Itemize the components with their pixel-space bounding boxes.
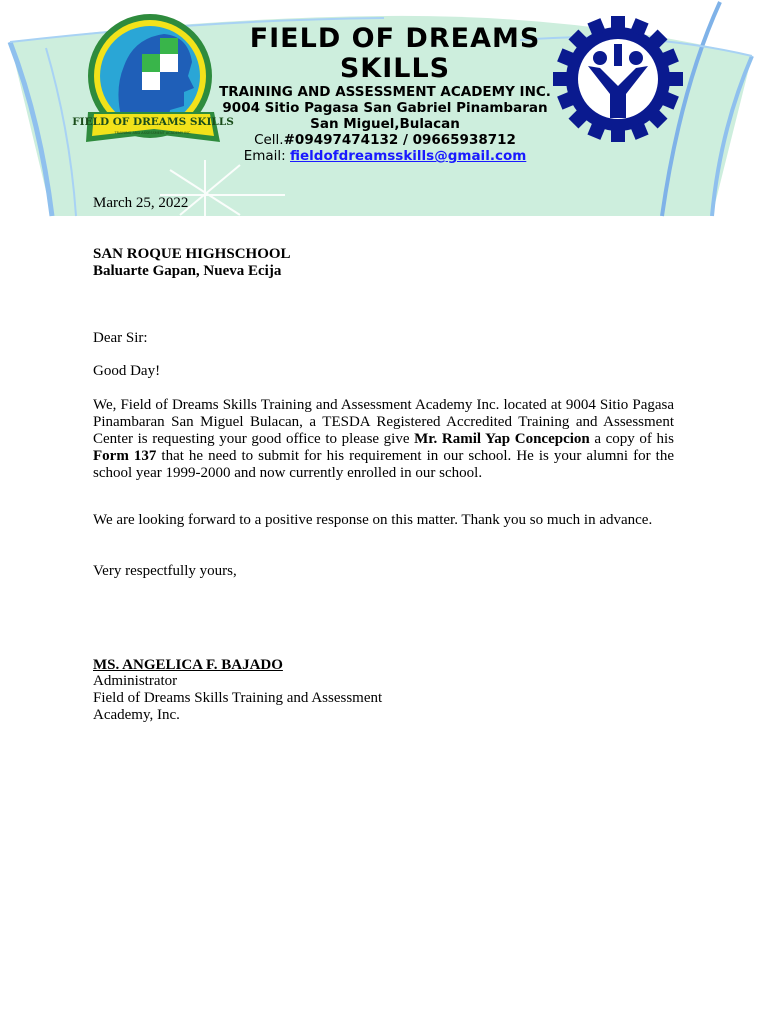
address-line-1: 9004 Sitio Pagasa San Gabriel Pinambaran <box>222 100 548 116</box>
greeting: Good Day! <box>93 363 161 379</box>
body1-part1: We, Field of Dreams Skills Training and Assessment Academy Inc. located at 9004 Sitio Pagasa Pinambaran San Miguel Bulacan, a TESDA Registered Accredited Training and Assessment Center is requesting your good office to please give <box>93 397 674 447</box>
body1-part2: a copy of his <box>589 431 674 447</box>
email-link[interactable]: fieldofdreamsskills@gmail.com <box>290 148 527 164</box>
company-subtitle: TRAINING AND ASSESSMENT ACADEMY INC. <box>219 84 551 100</box>
closing: Very respectfully yours, <box>93 563 237 579</box>
signatory-org-line-1: Field of Dreams Skills Training and Assessment <box>93 690 383 706</box>
letter-date: March 25, 2022 <box>93 195 189 211</box>
body-paragraph-1 <box>93 397 674 482</box>
student-name: Mr. Ramil Yap Concepcion <box>414 431 590 447</box>
logo-small-text: TRAINING AND ASSESSMENT ACADEMY INC. <box>114 131 192 135</box>
logo-banner-text: FIELD OF DREAMS SKILLS <box>72 116 234 128</box>
body1-part3: that he need to submit for his requirement in our school. He is your alumni for the school year 1999-2000 and now currently enrolled in our school. <box>93 448 674 481</box>
letterhead <box>0 0 768 218</box>
tesda-logo <box>550 14 686 144</box>
cell-label: Cell. <box>254 132 284 148</box>
email-line <box>200 148 570 164</box>
signatory-name: MS. ANGELICA F. BAJADO <box>93 657 283 673</box>
form-name: Form 137 <box>93 448 157 464</box>
cell-numbers <box>200 132 570 148</box>
company-title: FIELD OF DREAMS SKILLS <box>249 23 541 84</box>
signatory-org-line-2: Academy, Inc. <box>93 707 180 723</box>
cell-value: #09497474132 / 09665938712 <box>283 132 516 148</box>
body-paragraph-2: We are looking forward to a positive response on this matter. Thank you so much in advance. <box>93 512 653 528</box>
signatory-title: Administrator <box>93 673 178 689</box>
address-line-2: San Miguel,Bulacan <box>310 116 460 132</box>
letterhead-text <box>200 24 570 164</box>
salutation: Dear Sir: <box>93 330 148 346</box>
recipient-name: SAN ROQUE HIGHSCHOOL <box>93 246 291 262</box>
email-label: Email: <box>243 148 290 164</box>
recipient-address: Baluarte Gapan, Nueva Ecija <box>93 263 282 279</box>
